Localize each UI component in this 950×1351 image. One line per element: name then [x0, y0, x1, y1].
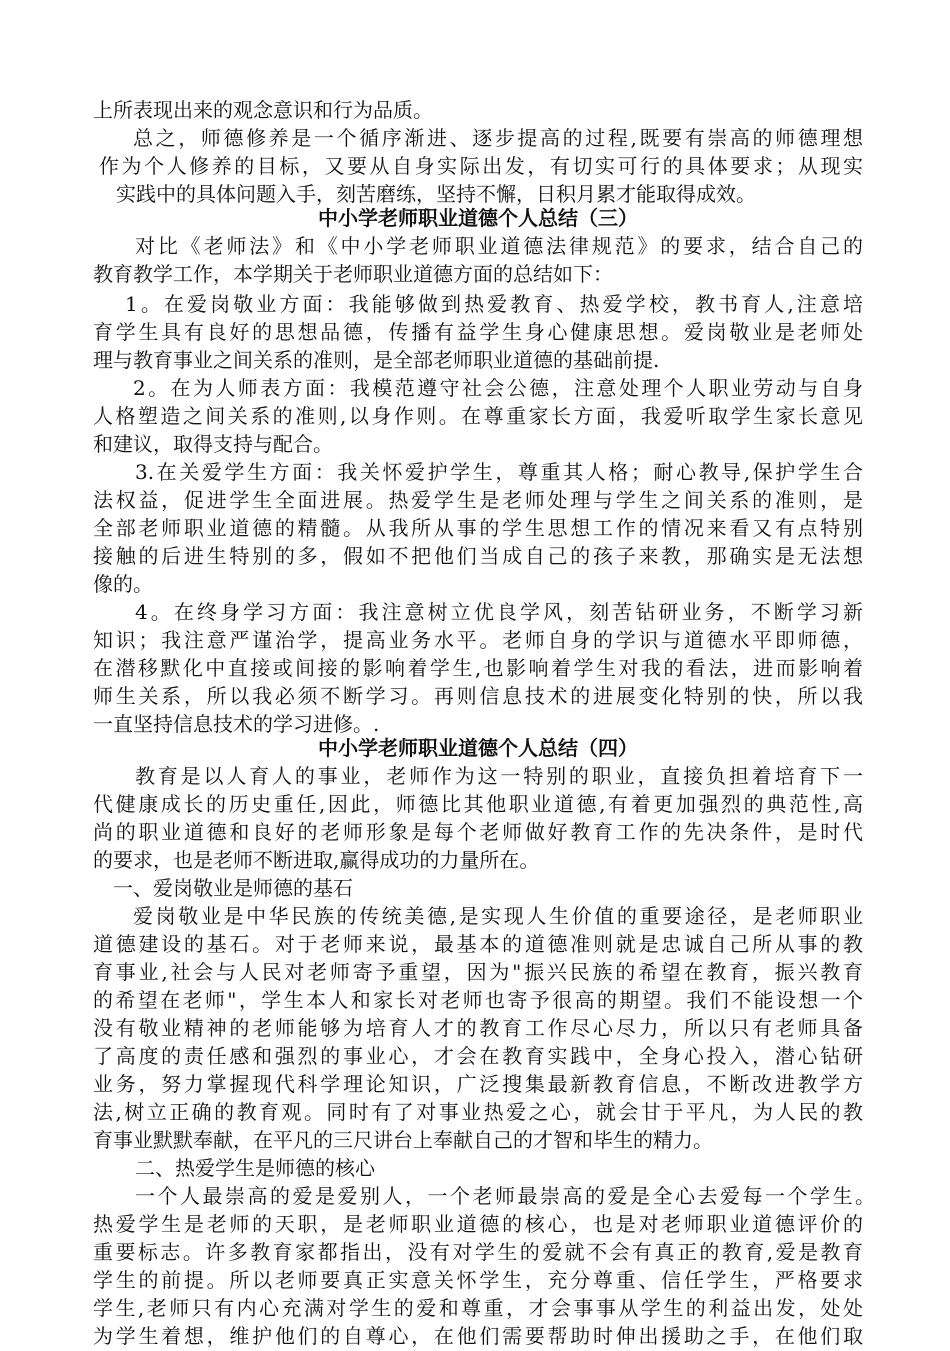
text-line: 爱岗敬业是中华民族的传统美德,是实现人生价值的重要途径，是老师职业 — [133, 904, 863, 928]
text-line: 没有敬业精神的老师能够为培育人才的教育工作尽心尽力，所以只有老师具备 — [93, 1016, 863, 1040]
text-line: 2。在为人师表方面：我模范遵守社会公德，注意处理个人职业劳动与自身 — [133, 376, 863, 400]
text-line: 对比《老师法》和《中小学老师职业道德法律规范》的要求，结合自己的 — [135, 234, 863, 258]
text-line: 像的。 — [93, 572, 153, 596]
text-line: 学生的前提。所以老师要真正实意关怀学生，充分尊重、信任学生，严格要求 — [93, 1268, 863, 1292]
text-line: 法权益，促进学生全面进展。热爱学生是老师处理与学生之间关系的准则，是 — [93, 488, 863, 512]
text-line: 教育教学工作，本学期关于老师职业道德方面的总结如下： — [93, 262, 613, 286]
text-line: 业务，努力掌握现代科学理论知识，广泛搜集最新教育信息，不断改进教学方 — [93, 1072, 863, 1096]
text-line: 实践中的具体问题入手，刻苦磨练，坚持不懈，日积月累才能取得成效。 — [116, 182, 756, 206]
text-line: 法,树立正确的教育观。同时有了对事业热爱之心，就会甘于平凡，为人民的教 — [93, 1100, 863, 1124]
text-line: 重要标志。许多教育家都指出，没有对学生的爱就不会有真正的教育,爱是教育 — [93, 1240, 863, 1264]
text-line: 上所表现出来的观念意识和行为品质。 — [93, 98, 433, 122]
text-line: 尚的职业道德和良好的老师形象是每个老师做好教育工作的先决条件，是时代 — [93, 820, 863, 844]
text-line: 和建议，取得支持与配合。 — [93, 432, 333, 456]
text-line: 的要求，也是老师不断进取,赢得成功的力量所在。 — [93, 848, 540, 872]
text-line: 学生,老师只有内心充满对学生的爱和尊重，才会事事从学生的利益出发，处处 — [93, 1296, 863, 1320]
text-line: 一直坚持信息技术的学习进修。. — [93, 712, 380, 736]
text-line: 理与教育事业之间关系的准则，是全部老师职业道德的基础前提. — [93, 348, 660, 372]
text-line: 的希望在老师"，学生本人和家长对老师也寄予很高的期望。我们不能设想一个 — [93, 988, 863, 1012]
text-line: 人格塑造之间关系的准则,以身作则。在尊重家长方面，我爱听取学生家长意见 — [93, 404, 863, 428]
text-line: 道德建设的基石。对于老师来说，最基本的道德准则就是忠诚自己所从事的教 — [93, 932, 863, 956]
text-line: 1。在爱岗敬业方面：我能够做到热爱教育、热爱学校，教书育人,注意培 — [125, 292, 863, 316]
text-line: 为学生着想，维护他们的自尊心，在他们需要帮助时伸出援助之手，在他们取 — [93, 1324, 863, 1348]
text-line: 热爱学生是老师的天职，是老师职业道德的核心，也是对老师职业道德评价的 — [93, 1212, 863, 1236]
subheading: 二、热爱学生是师德的核心 — [135, 1156, 375, 1180]
text-line: 代健康成长的历史重任,因此，师德比其他职业道德,有着更加强烈的典范性,高 — [93, 792, 863, 816]
text-line: 一个人最崇高的爱是爱别人，一个老师最崇高的爱是全心去爱每一个学生。 — [135, 1184, 875, 1208]
text-line: 育事业,社会与人民对老师寄予重望，因为"振兴民族的希望在教育，振兴教育 — [93, 960, 863, 984]
text-line: 接触的后进生特别的多，假如不把他们当成自己的孩子来教，那确实是无法想 — [93, 544, 863, 568]
subheading: 一、爱岗敬业是师德的基石 — [113, 876, 353, 900]
text-line: 4。在终身学习方面：我注意树立优良学风，刻苦钻研业务，不断学习新 — [135, 600, 863, 624]
text-line: 了高度的责任感和强烈的事业心，才会在教育实践中，全身心投入，潜心钻研 — [93, 1044, 863, 1068]
text-line: 教育是以人育人的事业，老师作为这一特别的职业，直接负担着培育下一 — [135, 764, 863, 788]
text-line: 作为个人修养的目标，又要从自身实际出发，有切实可行的具体要求；从现实 — [99, 154, 863, 178]
text-line: 总之，师德修养是一个循序渐进、逐步提高的过程,既要有崇高的师德理想 — [133, 126, 863, 150]
text-line: 育事业默默奉献，在平凡的三尺讲台上奉献自己的才智和毕生的精力。 — [93, 1128, 713, 1152]
text-line: 师生关系，所以我必须不断学习。再则信息技术的进展变化特别的快，所以我 — [93, 684, 863, 708]
text-line: 在潜移默化中直接或间接的影响着学生,也影响着学生对我的看法，进而影响着 — [93, 656, 863, 680]
text-line: 知识；我注意严谨治学，提高业务水平。老师自身的学识与道德水平即师德， — [93, 628, 863, 652]
section-heading: 中小学老师职业道德个人总结（四） — [318, 736, 638, 760]
section-heading: 中小学老师职业道德个人总结（三） — [318, 206, 638, 230]
text-line: 全部老师职业道德的精髓。从我所从事的学生思想工作的情况来看又有点特别 — [93, 516, 863, 540]
text-line: 3.在关爱学生方面：我关怀爱护学生，尊重其人格；耐心教导,保护学生合 — [135, 460, 863, 484]
text-line: 育学生具有良好的思想品德，传播有益学生身心健康思想。爱岗敬业是老师处 — [93, 320, 863, 344]
